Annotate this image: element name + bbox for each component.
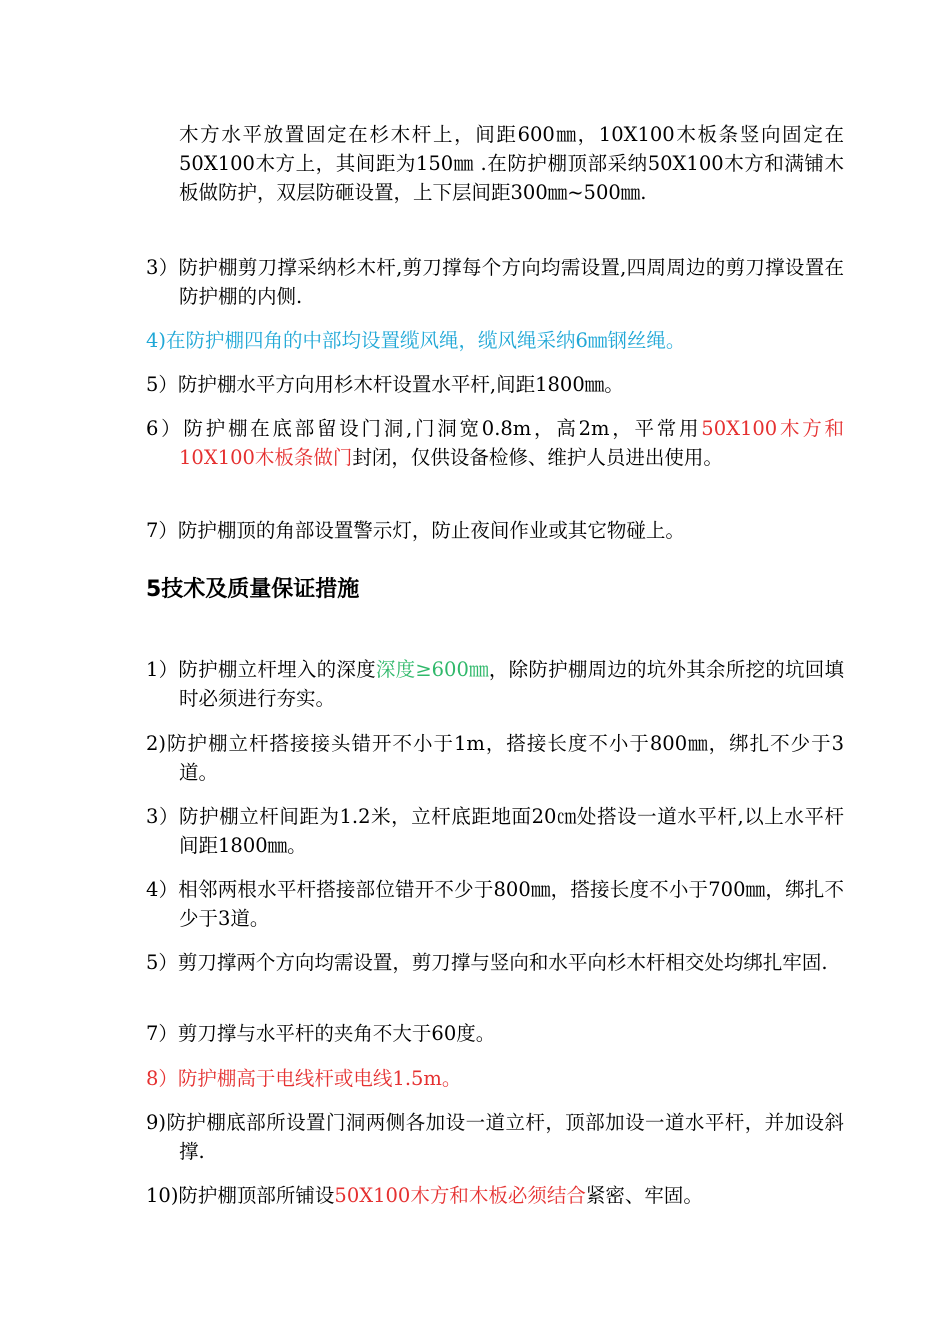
item-6-highlight: 50X100木方和10X100木板条做门	[179, 417, 844, 469]
s5-item-2: 2)防护棚立杆搭接接头错开不小于1m，搭接长度不小于800㎜，绑扎不少于3道。	[146, 732, 844, 784]
item-3-bracing: 3）防护棚剪刀撑采纳杉木杆,剪刀撑每个方向均需设置,四周周边的剪刀撑设置在防护棚的内侧.	[146, 256, 844, 308]
s5-item-9: 9)防护棚底部所设置门洞两侧各加设一道立杆，顶部加设一道水平杆，并加设斜撑.	[146, 1111, 844, 1163]
item-6-door-opening	[146, 414, 844, 472]
s5-item-1-text-b: ，除防护棚周边的坑外其余所挖的坑回填时必须进行夯实。	[179, 658, 844, 710]
section-heading: 5技术及质量保证措施	[146, 577, 360, 602]
s5-item-1-text-a: 1）防护棚立杆埋入的深度	[146, 658, 376, 681]
s5-item-10	[146, 1181, 844, 1210]
s5-item-7: 7）剪刀撑与水平杆的夹角不大于60度。	[146, 1022, 496, 1045]
s5-item-1-highlight: 深度≥600㎜	[375, 658, 489, 681]
paragraph-continuation: 木方水平放置固定在杉木杆上，间距600㎜，10X100木板条竖向固定在50X100木方上，其间距为150㎜ .在防护棚顶部采纳50X100木方和满铺木板做防护，双层防砸设置，上下层间距300㎜~500㎜.	[179, 123, 844, 204]
s5-item-5: 5）剪刀撑两个方向均需设置，剪刀撑与竖向和水平向杉木杆相交处均绑扎牢固.	[146, 951, 828, 974]
s5-item-1	[146, 655, 844, 713]
s5-item-8: 8）防护棚高于电线杆或电线1.5m。	[146, 1067, 462, 1090]
s5-item-4: 4）相邻两根水平杆搭接部位错开不少于800㎜，搭接长度不小于700㎜，绑扎不少于3道。	[146, 878, 844, 930]
s5-item-10-text-b: 紧密、牢固。	[585, 1184, 703, 1207]
item-4-guy-rope: 4)在防护棚四角的中部均设置缆风绳，缆风绳采纳6㎜钢丝绳。	[146, 329, 686, 352]
item-5-horizontal-bar: 5）防护棚水平方向用杉木杆设置水平杆,间距1800㎜。	[146, 373, 624, 396]
s5-item-10-text-a: 10)防护棚顶部所铺设	[146, 1184, 335, 1207]
s5-item-3: 3）防护棚立杆间距为1.2米，立杆底距地面20㎝处搭设一道水平杆,以上水平杆间距1800㎜。	[146, 805, 844, 857]
s5-item-10-highlight: 50X100木方和木板必须结合	[334, 1184, 586, 1207]
item-6-text-b: 封闭，仅供设备检修、维护人员进出使用。	[352, 446, 723, 469]
item-7-warning-light: 7）防护棚顶的角部设置警示灯，防止夜间作业或其它物碰上。	[146, 519, 685, 542]
item-6-text-a: 6）防护棚在底部留设门洞,门洞宽0.8m，高2m，平常用	[146, 417, 702, 440]
